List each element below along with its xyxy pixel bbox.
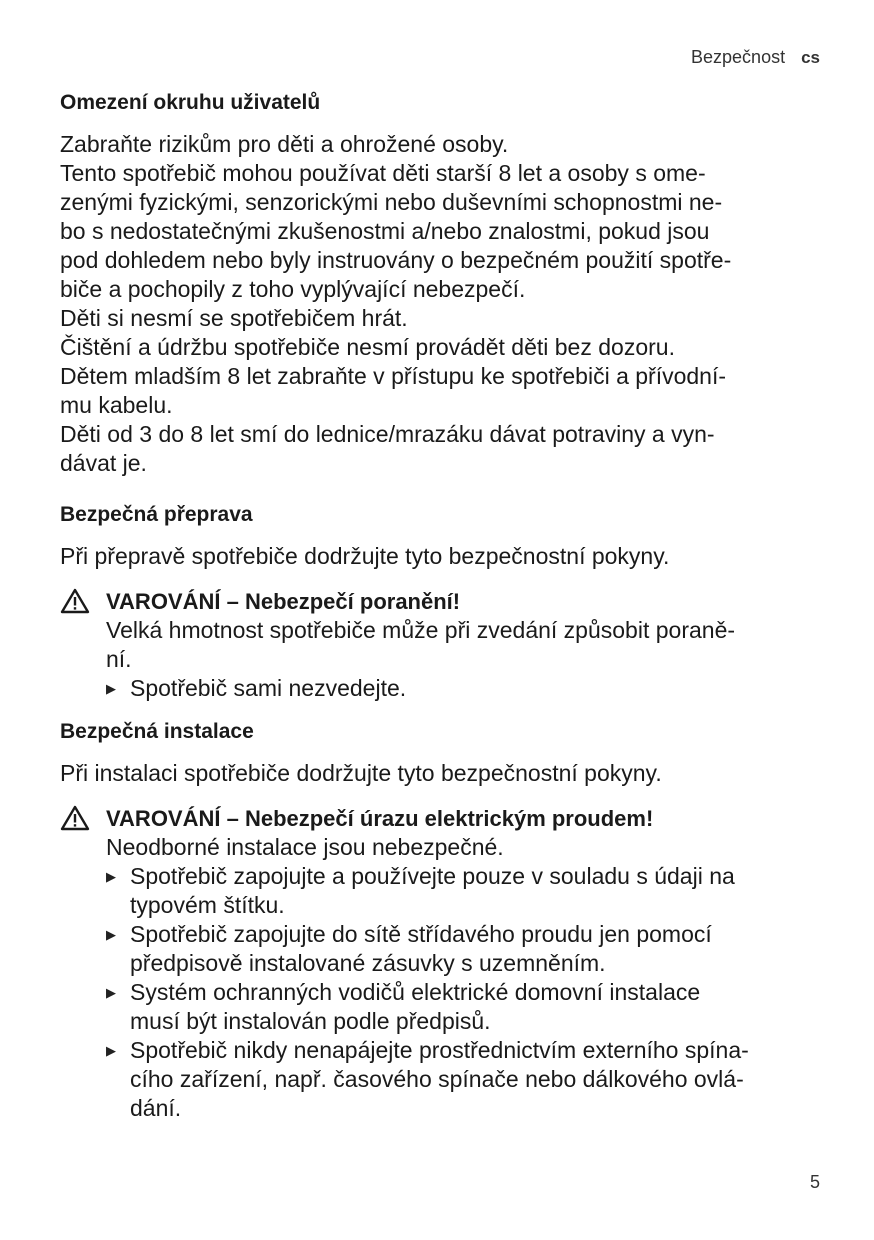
text-line: Spotřebič zapojujte a používejte pouze v souladu s údaji na [130,863,735,889]
users-paragraph [60,130,825,478]
text-line: zenými fyzickými, senzorickými nebo duševními schopnostmi ne- [60,189,723,215]
list-item [106,1036,825,1123]
text-line: Děti si nesmí se spotřebičem hrát. [60,305,408,331]
text-line: biče a pochopily z toho vyplývající nebezpečí. [60,276,526,302]
text-line: Velká hmotnost spotřebiče může při zvedání způsobit poraně- [106,617,736,643]
warning-block-installation [60,804,825,1123]
text-line: dání. [130,1095,182,1121]
text-line: pod dohledem nebo byly instruovány o bezpečném použití spotře- [60,247,732,273]
list-item [106,978,825,1036]
warning-triangle-icon [60,804,106,1123]
text-line: mu kabelu. [60,392,173,418]
text-line: Systém ochranných vodičů elektrické domovní instalace [130,979,701,1005]
text-line: cího zařízení, např. časového spínače nebo dálkového ovlá- [130,1066,744,1092]
list-item [106,674,825,703]
text-line: Děti od 3 do 8 let smí do lednice/mrazáku dávat potraviny a vyn- [60,421,715,447]
warning-triangle-icon [60,587,106,703]
text-line: Zabraňte rizikům pro děti a ohrožené osoby. [60,131,509,157]
text-line: bo s nedostatečnými zkušenostmi a/nebo znalostmi, pokud jsou [60,218,710,244]
warning-block-transport [60,587,825,703]
bullet-arrow-icon: ▶ [106,927,116,942]
text-line: ní. [106,646,132,672]
bullet-arrow-icon: ▶ [106,681,116,696]
installation-intro: Při instalaci spotřebiče dodržujte tyto bezpečnostní pokyny. [60,760,662,786]
text-line: Spotřebič nikdy nenapájejte prostřednictvím externího spína- [130,1037,749,1063]
bullet-arrow-icon: ▶ [106,1043,116,1058]
header-section-title: Bezpečnost [691,47,786,67]
warning-title: VAROVÁNÍ – Nebezpečí úrazu elektrickým proudem! [106,806,654,831]
text-line: Neodborné instalace jsou nebezpečné. [106,834,504,860]
text-line: Spotřebič zapojujte do sítě střídavého proudu jen pomocí [130,921,712,947]
section-heading-users: Omezení okruhu uživatelů [60,91,321,114]
text-line: musí být instalován podle předpisů. [130,1008,491,1034]
running-header [691,47,820,68]
text-line: Dětem mladším 8 let zabraňte v přístupu ke spotřebiči a přívodní- [60,363,727,389]
list-item [106,920,825,978]
bullet-arrow-icon: ▶ [106,869,116,884]
list-item [106,862,825,920]
text-line: předpisově instalované zásuvky s uzemněním. [130,950,606,976]
page-content [60,90,825,1131]
transport-intro: Při přepravě spotřebiče dodržujte tyto bezpečnostní pokyny. [60,543,670,569]
text-line: typovém štítku. [130,892,285,918]
text-line: Čištění a údržbu spotřebiče nesmí provádět děti bez dozoru. [60,334,675,360]
text-line: Tento spotřebič mohou používat děti starší 8 let a osoby s ome- [60,160,706,186]
section-heading-installation: Bezpečná instalace [60,720,254,743]
warning-title: VAROVÁNÍ – Nebezpečí poranění! [106,589,461,614]
page-number: 5 [809,1172,820,1192]
bullet-arrow-icon: ▶ [106,985,116,1000]
section-heading-transport: Bezpečná přeprava [60,503,253,526]
header-language-code: cs [801,48,820,67]
text-line: Spotřebič sami nezvedejte. [130,675,407,701]
text-line: dávat je. [60,450,147,476]
